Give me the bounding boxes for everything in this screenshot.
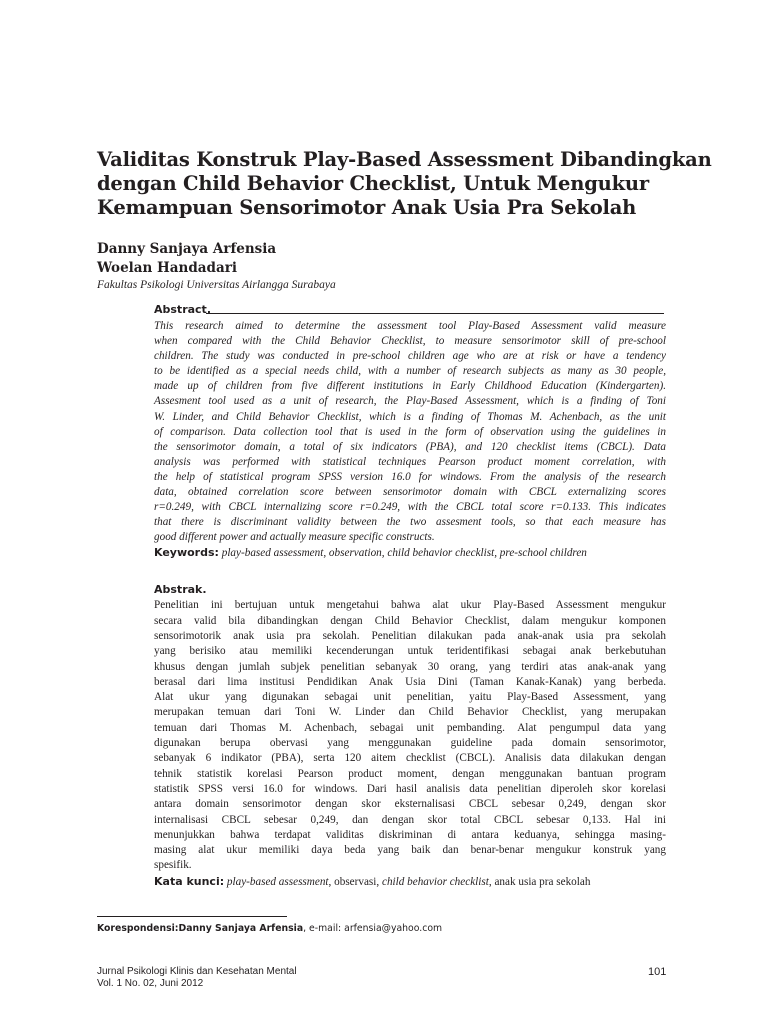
text-line: internalisasi CBCL sebesar 0,249, dan dengan skor total CBCL sebesar 0,133. Hal ini: [154, 813, 666, 826]
correspondence-footnote: [97, 923, 442, 934]
text-line: masing alat ukur memiliki daya beda yang baik dan benar-benar mengukur konstruk yang: [154, 844, 666, 857]
title-line: Validitas Konstruk Play-Based Assessment Dibandingkan: [97, 148, 712, 171]
text-line: statistik SPSS versi 16.0 for windows. Dari hasil analisis data penelitian diperoleh skor korelasi: [154, 782, 666, 795]
text-line: made up of children from five different institutions in Early Childhood Education (Kindergarten).: [154, 380, 666, 393]
keywords-text: play-based assessment, observation, child behavior checklist, pre-school children: [221, 547, 587, 560]
keywords-label: Keywords:: [154, 546, 219, 560]
text-line: the sensorimotor domain, a total of six indicators (PBA), and 120 checklist items (CBCL). Data: [154, 440, 666, 453]
abstract-rule: [206, 313, 664, 314]
abstrak-heading: Abstrak.: [154, 583, 207, 597]
kata-kunci-label: Kata kunci:: [154, 874, 225, 888]
text-line: to be identified as a special needs child, with a number of research subjects as many as 30 people,: [154, 365, 666, 378]
text-line: merupakan temuan dari Toni W. Linder dan Child Behavior Checklist, yang merupakan: [154, 706, 666, 719]
abstract-text: [154, 319, 666, 545]
abstrak-text: [154, 598, 666, 873]
title-line: Kemampuan Sensorimotor Anak Usia Pra Sekolah: [97, 196, 637, 219]
text-line: sebanyak 6 indikator (PBA), serta 120 aitem checklist (CBCL). Analisis data dilakukan dengan: [154, 752, 666, 765]
kata-kunci-part: , anak usia pra sekolah: [488, 875, 591, 888]
text-line: r=0.249, with CBCL internalizing score r=0.249, with the CBCL total score r=0.133. This indicates: [154, 501, 666, 514]
author-name: Danny Sanjaya Arfensia: [97, 241, 277, 257]
text-line: menunjukkan bahwa terdapat validitas diskriminan di antara keduanya, sehingga masing-: [154, 828, 666, 841]
text-line: yang berisiko atau memiliki kecenderungan untuk teridentifikasi sebagai anak berkebutuhan: [154, 645, 666, 658]
kata-kunci-line: [154, 874, 666, 890]
title-line: dengan Child Behavior Checklist, Untuk Mengukur: [97, 172, 649, 195]
text-line: khusus dengan jumlah subjek penelitian sebanyak 30 orang, yang terdiri atas anak-anak yang: [154, 660, 666, 673]
text-line: of comparison. Data collection tool that is used in the form of observation using the guidelines in: [154, 425, 666, 438]
text-line: data, obtained correlation score between sensorimotor domain with CBCL externalizing scores: [154, 486, 666, 499]
journal-name: Jurnal Psikologi Klinis dan Kesehatan Mental: [97, 966, 297, 977]
correspondence-label: Korespondensi:: [97, 923, 179, 934]
affiliation: Fakultas Psikologi Universitas Airlangga Surabaya: [97, 279, 336, 291]
text-line: temuan dari Thomas M. Achenbach, sebagai unit pembanding. Alat pengumpul data yang: [154, 721, 666, 734]
paper-title: [97, 148, 737, 220]
text-line: the help of statistical program SPSS version 16.0 for windows. From the analysis of the research: [154, 470, 666, 483]
text-line: sensorimotorik anak usia pra sekolah. Penelitian dilakukan pada anak-anak usia pra sekolah: [154, 630, 666, 642]
page-number: 101: [648, 966, 667, 978]
text-line: Penelitian ini bertujuan untuk mengetahui bahwa alat ukur Play-Based Assessment mengukur: [154, 599, 666, 612]
abstract-heading: Abstract.: [154, 303, 211, 316]
kata-kunci-part: child behavior checklist: [381, 875, 489, 888]
abstract-heading-row: [154, 303, 666, 315]
text-line: that there is discriminant validity between the two assesment tools, so that each measure has: [154, 516, 666, 529]
text-line: tehnik statistik korelasi Pearson product moment, dengan menggunakan bantuan program: [154, 767, 666, 780]
text-line: digunakan berupa obervasi yang menggunakan guideline pada domain sensorimotor,: [154, 737, 666, 750]
kata-kunci-part: , observasi,: [328, 875, 382, 888]
abstract-block: [154, 303, 666, 890]
correspondence-email: , e-mail: arfensia@yahoo.com: [303, 923, 443, 934]
text-line: spesifik.: [154, 859, 192, 872]
journal-info: [97, 966, 297, 990]
text-line: children. The study was conducted in pre-school children age who are at risk or have a tendency: [154, 350, 666, 363]
kata-kunci-part: play-based assessment: [226, 875, 329, 888]
text-line: W. Linder, and Child Behavior Checklist, which is a finding of Thomas M. Achenbach, as the unit: [154, 410, 666, 423]
correspondence-author: Danny Sanjaya Arfensia: [178, 923, 304, 934]
journal-issue: Vol. 1 No. 02, Juni 2012: [97, 978, 204, 989]
author-list: [97, 240, 276, 278]
footnote-rule: [97, 916, 287, 917]
text-line: antara domain sensorimotor dengan skor eksternalisasi CBCL sebesar 0,249, dengan skor: [154, 798, 666, 811]
text-line: analysis was performed with statistical techniques Pearson product moment correlation, with: [154, 455, 666, 468]
text-line: secara valid bila dibandingkan dengan Child Behavior Checklist, dalam mengukur komponen: [154, 614, 666, 627]
text-line: Assesment tool used as a unit of research, the Play-Based Assessment, which is a finding of Toni: [154, 395, 666, 408]
text-line: berasal dari lima institusi Pendidikan Anak Usia Dini (Taman Kanak-Kanak) yang berbeda.: [154, 675, 666, 688]
text-line: Alat ukur yang digunakan sebagai unit penelitian, yaitu Play-Based Assessment, yang: [154, 691, 666, 704]
text-line: This research aimed to determine the assessment tool Play-Based Assessment valid measure: [154, 320, 666, 332]
author-name: Woelan Handadari: [97, 260, 237, 276]
text-line: when compared with the Child Behavior Checklist, to measure sensorimotor skill of pre-school: [154, 335, 666, 348]
text-line: good different power and actually measure specific constructs.: [154, 531, 435, 544]
keywords-line: [154, 545, 666, 561]
